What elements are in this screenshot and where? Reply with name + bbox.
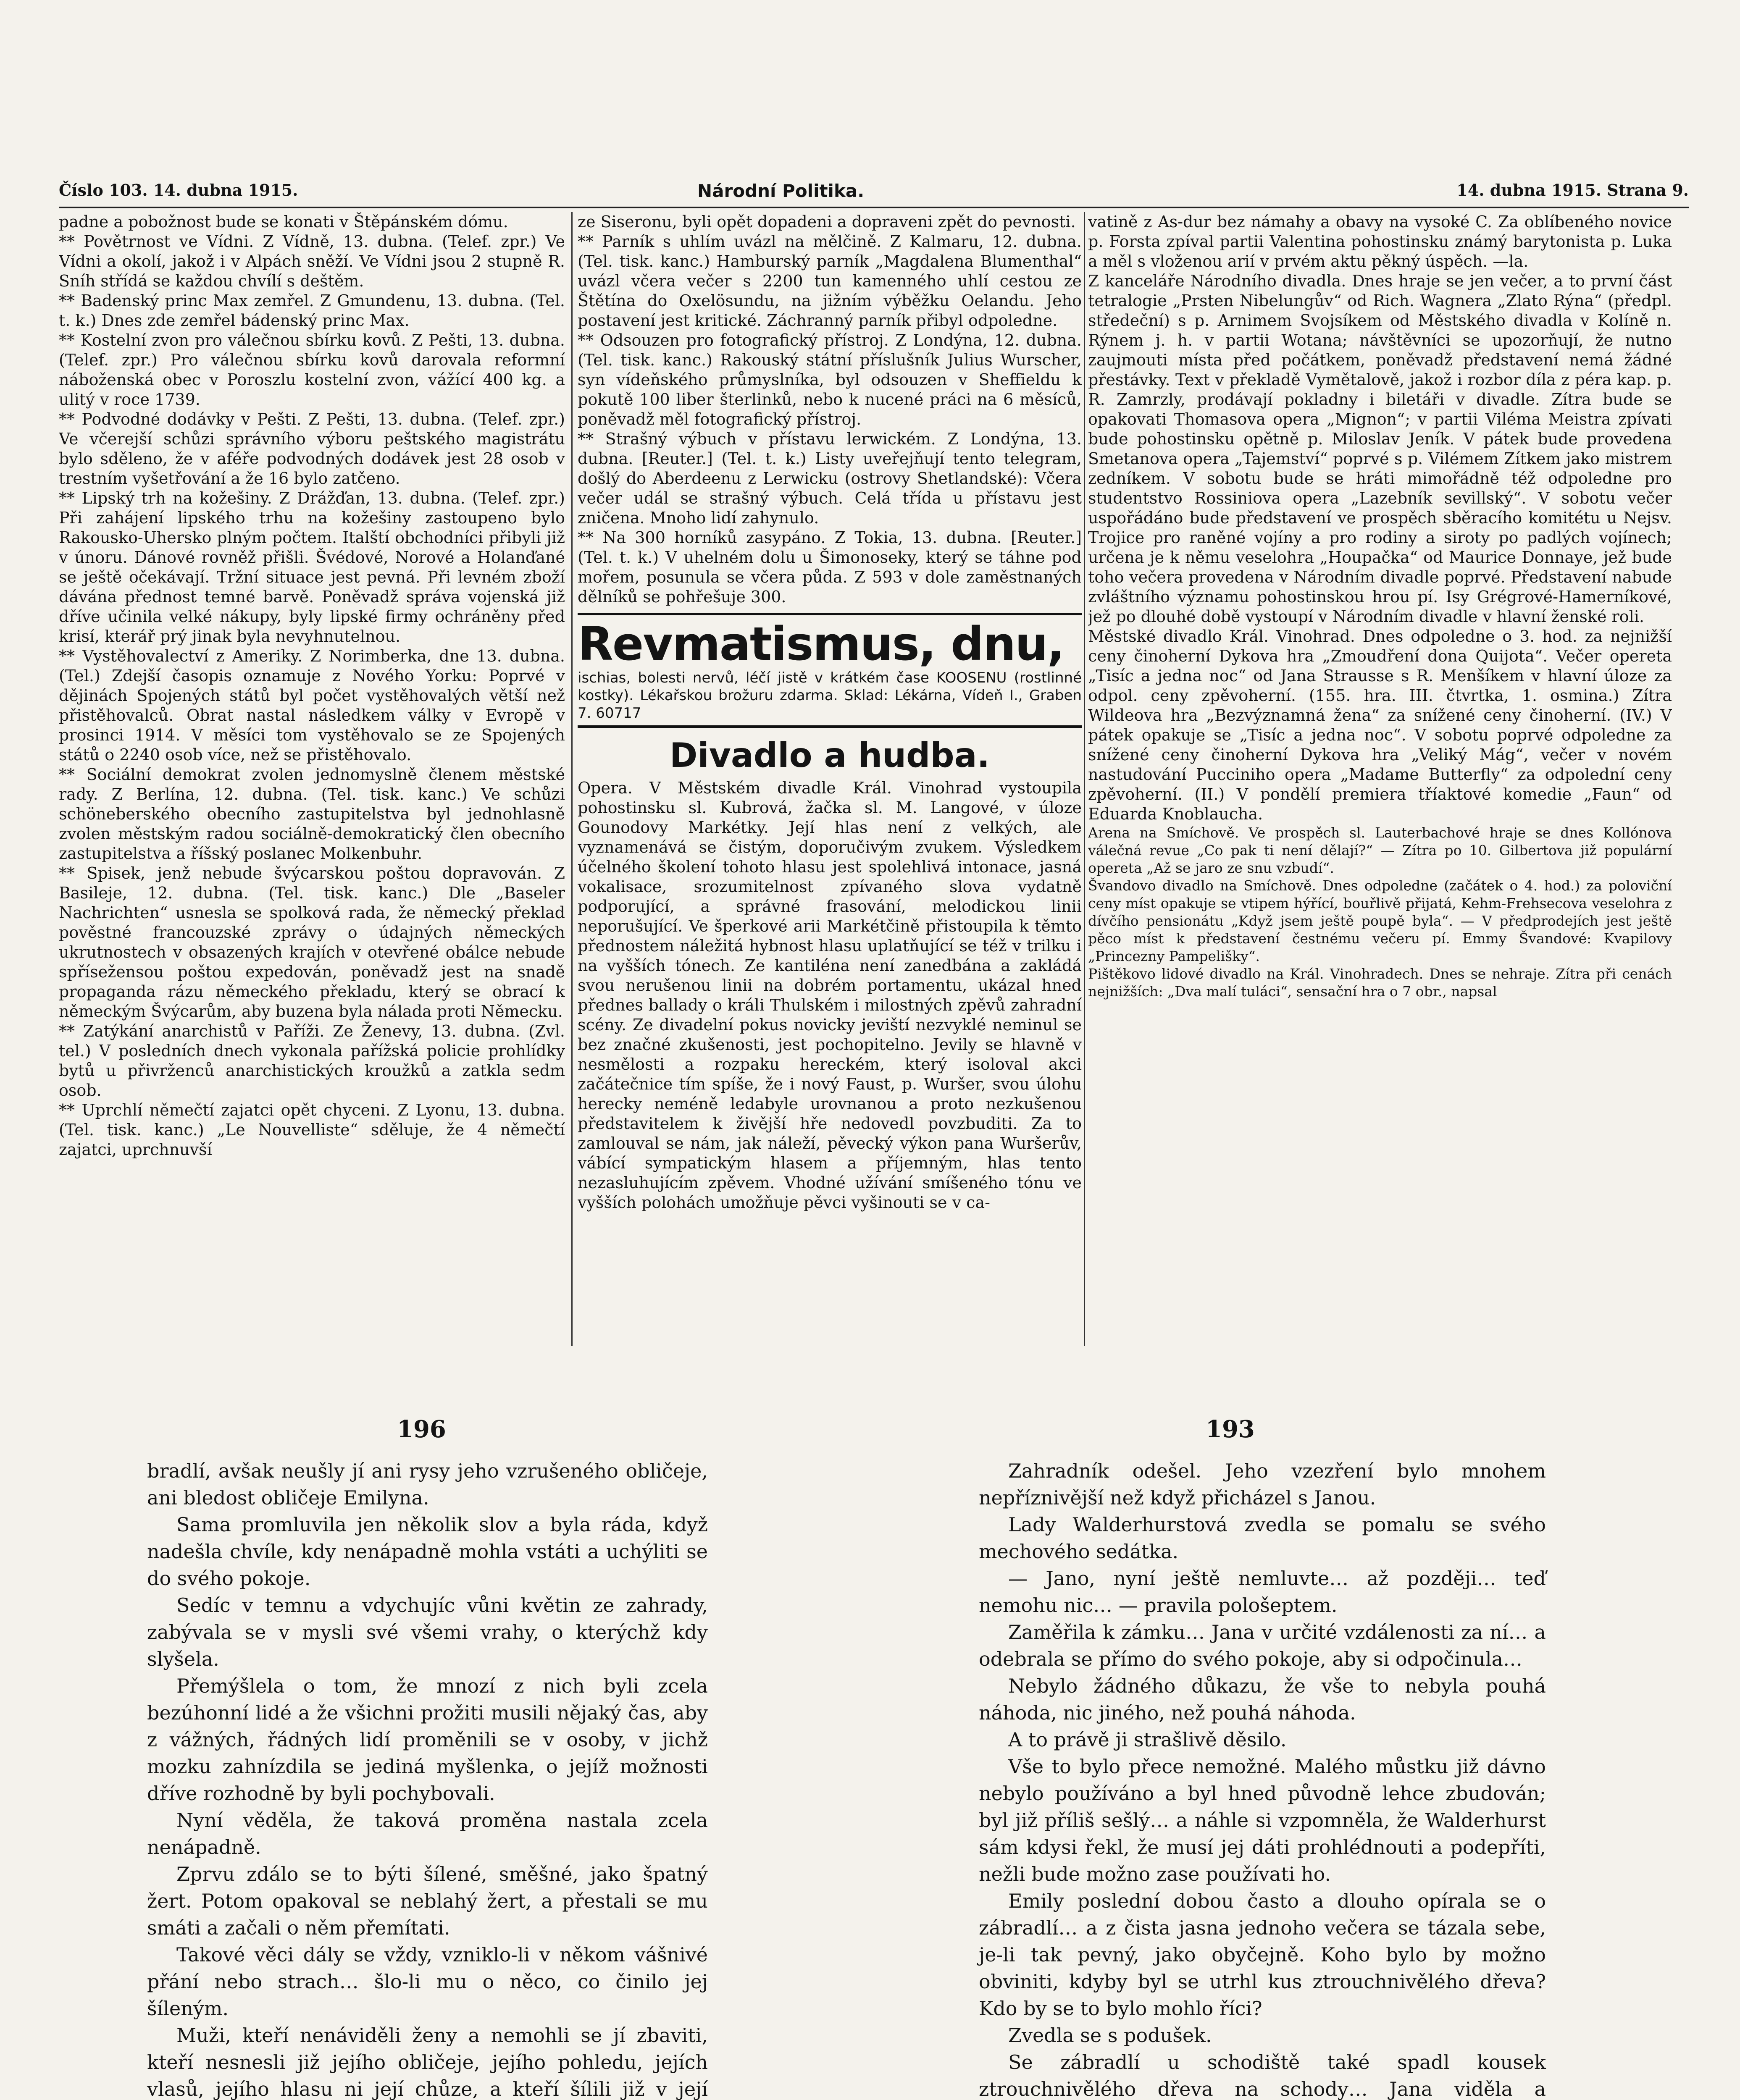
book-left-para: Takové věci dály se vždy, vzniklo-li v někom vášnivé přání nebo strach… šlo-li mu o něco, co činilo jej šíleným. [147,1943,708,2020]
article-7: ** Vystěhovalectví z Ameriky. Z Norimberka, dne 13. dubna. (Tel.) Zdejší časopis oznamuje z Nového Yorku: Poprvé v dějinách Spojených států byl počet vystěhovalých větší než přistěhovalců. Obrat nastal následkem války v Evropě v prosinci 1914. V měsíci tom vystěhovalo se ze Spojených států o 2240 osob více, než se přistěhovalo. [59,647,565,764]
column-1 [59,212,565,1363]
book-page-right [979,1457,1546,2100]
book-right-para: Zvedla se s podušek. [1008,2024,1212,2047]
article-2: ** Povětrnost ve Vídni. Z Vídně, 13. dubna. (Telef. zpr.) Ve Vídni a okolí, jakož i v Alpách sněží. Ve Vídni jsou 2 stupně R. Sníh střídá se každou chvílí s deštěm. [59,232,565,290]
article-8: ** Sociální demokrat zvolen jednomyslně členem městské rady. Z Berlína, 12. dubna. (Tel. tisk. kanc.) Ve schůzi schöneberského obecního zastupitelstva byl jednohlasně zvolen městským radou sociálně-demokratický člen obecního zastupitelstva a říšský poslanec Molkenbuhr. [59,765,565,863]
book-left-para: bradlí, avšak neušly jí ani rysy jeho vzrušeného obličeje, ani bledost obličeje Emilyna. [147,1460,708,1509]
column-2 [578,212,1082,1363]
opera-review: Opera. V Městském divadle Král. Vinohrad vystoupila pohostinsku sl. Kubrová, žačka sl. M. Langové, v úloze Gounodovy Markétky. Její hlas není z velkých, ale vyznamenává se čistým, doporučivým zvukem. Výsledkem účelného školení tohoto hlasu jest spolehlivá intonace, jasná vokalisace, srozumitelnost zpívaného slova vydatně podporující, a správné frasování, melodickou linii neporušující. Ve šperkové arii Markétčině přistoupila k těmto přednostem náležitá hybnost hlasu uplatňující se též v trilku i na vyšších tónech. Ze kantiléna není zanedbána a zakládá svou nerušenou linii na dobrém portamentu, ukázal hned přednes ballady o králi Thulském i milostných zpěvů zahradní scény. Ze divadelní pokus novicky jeviští nezvyklé neminul se bez značné zkušenosti, jest pochopitelno. Jevily se hlavně v nesmělosti a rozpaku hereckém, který isoloval akci začátečnice tím spíše, že i nový Faust, p. Wuršer, svou úlohu herecky neméně ledabyle urovnanou a proto nezkušenou představitelem k živější hře nedovedl povzbuditi. Za to zamlouval se nám, jak náleží, pěvecký výkon pana Wuršerův, vábící sympatickým hlasem a příjemným, hlas tento nezasluhujícím zpěvem. Vhodné užívání smíšeného tónu ve vyšších polohách umožňuje pěvci vyšinouti se v ca- [578,779,1082,1212]
article-6: ** Lipský trh na kožešiny. Z Drážďan, 13. dubna. (Telef. zpr.) Při zahájení lipského trhu na kožešiny zastoupeno bylo Rakousko-Uhersko plným počtem. Italští obchodníci přibyli již v únoru. Dánové rovněž přišli. Švédové, Norové a Holanďané se ještě očekávají. Tržní situace jest pevná. Při levném zboží dávána přednost temné barvě. Poněvadž správa vojenská již dříve učinila velké nákupy, byly lipské firmy ochráněny před krisí, kterář prý jinak byla nevyhnutelnou. [59,489,565,646]
header-rule [59,207,1689,208]
book-right-para: Zahradník odešel. Jeho vzezření bylo mnohem nepříznivější než když přicházel s Janou. [979,1460,1546,1509]
header-issue: Číslo 103. 14. dubna 1915. [59,181,298,200]
article-21: Švandovo divadlo na Smíchově. Dnes odpoledne (začátek o 4. hod.) za poloviční ceny míst opakuje se vtipem hýřící, bouřlivě přijatá, Kehm-Frehsecova veselohra z dívčího pensionátu „Když jsem ještě poupě byla“. — V předprodejích jest ještě pěco míst k představení čestnému večeru pí. Emmy Švandové: Kvapilovy „Princezny Pampelišky“. [1088,877,1672,964]
article-10: ** Zatýkání anarchistů v Paříži. Ze Ženevy, 13. dubna. (Zvl. tel.) V posledních dnech vykonala pařížská policie prohlídky bytů u přivrženců anarchistických kroužků a zatkla sedm osob. [59,1022,565,1100]
article-22: Pištěkovo lidové divadlo na Král. Vinohradech. Dnes se nehraje. Zítra při cenách nejnižších: „Dva malí tuláci“, sensační hra o 7 obr., napsal [1088,966,1672,1000]
article-18: Z kanceláře Národního divadla. Dnes hraje se jen večer, a to první část tetralogie „Prsten Nibelungův“ od Rich. Wagnera „Zlato Rýna“ (předpl. středeční) s p. Arnimem Svojsíkem od Městského divadla v Kolíně n. Rýnem j. h. v partii Wotana; návštěvníci se upozorňují, že nutno zaujmouti místa před počátkem, poněvadž představení nemá žádné přestávky. Text v překladě Vymětalově, jakož i rozbor díla z péra kap. p. R. Zamrzly, prodávají pokladny i biletáři v divadle. Zítra bude se opakovati Thomasova opera „Mignon“; v partii Viléma Meistra zpívati bude pohostinsku opětně p. Miloslav Jeník. V pátek bude provedena Smetanova opera „Tajemství“ poprvé s p. Vilémem Zítkem jako mistrem zedníkem. V sobotu bude se hráti mimořádně též odpoledne pro studentstvo Rossiniova opera „Lazebník sevillský“. V sobotu večer uspořádáno bude představení ve prospěch sběracího komitétu u Nejsv. Trojice pro raněné vojíny a pro rodiny a siroty po padlých vojínech; určena je k němu veselohra „Houpačka“ od Maurice Donnaye, jež bude toho večera provedena v Národním divadle poprvé. Představení nabude zvláštního významu pohostinskou hrou pí. Isy Grégrové-Hamerníkové, jež po dlouhé době vystoupí v Národním divadle v hlavní ženské roli. [1088,272,1672,626]
article-16: ** Na 300 horníků zasypáno. Z Tokia, 13. dubna. [Reuter.] (Tel. t. k.) V uhelném dolu u Šimonoseky, který se táhne pod mořem, posunula se včera půda. Z 593 v dole zaměstnaných dělníků se pohřešuje 300. [578,528,1082,606]
book-right-para: A to právě ji strašlivě děsilo. [1008,1728,1287,1751]
ad-text: ischias, bolesti nervů, léčí jistě v krátkém čase KOOSENU (rostlinné kostky). Lékařskou brožuru zdarma. Sklad: Lékárna, Vídeň I., Graben 7. 60717 [578,669,1082,722]
book-page-number-right: 193 [1206,1415,1255,1443]
book-right-para: Lady Walderhurstová zvedla se pomalu se svého mechového sedátka. [979,1513,1546,1563]
book-left-para: Muži, kteří nenáviděli ženy a nemohli se jí zbaviti, kteří nesnesli již jejího obličeje, jejího pohledu, jejích vlasů, jejího hlasu ni její chůze, a kteří šílili již v její [147,2024,708,2100]
book-left-para: Přemýšlela o tom, že mnozí z nich byli zcela bezúhonní lidé a že všichni prožiti musili nějaký čas, aby z vážných, řádných lidí proměnili se v osoby, v jichž mozku zahnízdila se jediná myšlenka, o jejíž možnosti dříve rozhodně by byli pochybovali. [147,1675,708,1805]
article-13: ** Parník s uhlím uvázl na mělčině. Z Kalmaru, 12. dubna. (Tel. tisk. kanc.) Hamburský parník „Magdalena Blumenthal“ uvázl včera večer s 2200 tun kamenného uhlí cestou ze Štětína do Oxelösundu, na jižním výběžku Oelandu. Jeho postavení jest kritické. Záchranný parník přibyl odpoledne. [578,232,1082,330]
header-page: 14. dubna 1915. Strana 9. [1456,181,1689,200]
article-4: ** Kostelní zvon pro válečnou sbírku kovů. Z Pešti, 13. dubna. (Telef. zpr.) Pro válečnou sbírku kovů darovala reformní náboženská obec v Poroszlu kostelní zvon, vážící 400 kg. a ulitý v roce 1739. [59,331,565,409]
book-page-number-left: 196 [397,1415,446,1443]
article-12: ze Siseronu, byli opět dopadeni a dopraveni zpět do pevnosti. [578,213,1076,231]
book-left-para: Sedíc v temnu a vdychujíc vůni květin ze zahrady, zabývala se v mysli své všemi vrahy, o kterýchž kdy slyšela. [147,1594,708,1670]
book-right-para: Se zábradlí u schodiště také spadl kousek ztrouchnivělého dřeva na schody… Jana viděla a [979,2051,1546,2100]
book-left-para: Sama promluvila jen několik slov a byla ráda, když nadešla chvíle, kdy nenápadně mohla vstáti a uchýliti se do svého pokoje. [147,1513,708,1590]
book-left-para: Zprvu zdálo se to býti šílené, směšné, jako špatný žert. Potom opakoval se neblahý žert, a přestali se mu smáti a začali o něm přemítati. [147,1863,708,1939]
book-left-para: Nyní věděla, že taková proměna nastala zcela nenápadně. [147,1809,708,1858]
book-right-para: Nebylo žádného důkazu, že vše to nebyla pouhá náhoda, nic jiného, než pouhá náhoda. [979,1675,1546,1724]
article-15: ** Strašný výbuch v přístavu lerwickém. Z Londýna, 13. dubna. [Reuter.] (Tel. t. k.) Listy uveřejňují tento telegram, došlý do Aberdeenu z Lerwicku (ostrovy Shetlandské): Včera večer udál se strašný výbuch. Celá třída u přístavu jest zničena. Mnoho lidí zahynulo. [578,430,1082,527]
book-right-para: Zaměřila k zámku… Jana v určité vzdálenosti za ní… a odebrala se přímo do svého pokoje, aby si odpočinula… [979,1621,1546,1670]
book-right-para: — Jano, nyní ještě nemluvte… až později… teď nemohu nic… — pravila pološeptem. [979,1567,1546,1617]
header-masthead: Národní Politika. [697,181,865,201]
section-title: Divadlo a hudba. [669,736,990,775]
column-separator [571,212,573,1346]
article-1: padne a pobožnost bude se konati v Štěpánském dómu. [59,213,508,231]
column-separator [1084,212,1085,1346]
ad-title: Revmatismus, dnu, [578,617,1064,671]
advertisement [578,613,1082,728]
page-header [59,181,1689,206]
article-20: Arena na Smíchově. Ve prospěch sl. Lauterbachové hraje se dnes Kollónova válečná revue „Co pak ti není dělají?“ — Zítra po 10. Gilbertova již populární opereta „Až se jaro ze snu vzbudí“. [1088,824,1672,876]
article-17: vatině z As-dur bez námahy a obavy na vysoké C. Za oblíbeného novice p. Forsta zpíval partii Valentina pohostinsku známý barytonista p. Luka a měl s vloženou arií v prvém aktu pěkný úspěch. —la. [1088,213,1672,270]
book-right-para: Vše to bylo přece nemožné. Malého můstku již dávno nebylo používáno a byl hned původně lehce zbudován; byl již příliš sešlý… a náhle si vzpomněla, že Walderhurst sám kdysi řekl, že musí jej dáti prohlédnouti a podepříti, nežli bude možno zase používati ho. [979,1755,1546,1885]
article-19: Městské divadlo Král. Vinohrad. Dnes odpoledne o 3. hod. za nejnižší ceny činoherní Dykova hra „Zmoudření dona Quijota“. Večer opereta „Tisíc a jedna noc“ od Jana Strausse s R. Menšíkem v hlavní úloze za odpol. ceny zpěvoherní. (155. hra. III. čtvrtka, 1. osmina.) Zítra Wildeova hra „Bezvýznamná žena“ za snížené ceny činoherní. (IV.) V pátek opakuje se „Tisíc a jedna noc“. V sobotu poprvé odpoledne za snížené ceny činoherní Dykova hra „Veliký Mág“, večer v novém nastudování Pucciniho opera „Madame Butterfly“ za odpolední ceny zpěvoherní. (II.) V pondělí premiera tříaktové komedie „Faun“ od Eduarda Knoblaucha. [1088,627,1672,823]
article-9: ** Spisek, jenž nebude švýcarskou poštou dopravován. Z Basileje, 12. dubna. (Tel. tisk. kanc.) Dle „Baseler Nachrichten“ usnesla se spolková rada, že německý překlad pověstné francouzské zprávy o údajných německých ukrutnostech v obsazených krajích v otevřené obálce nebude spřísežensou poštou expedován, poněvadž jest na snadě propaganda rázu německého překladu, který se obrací k německým Švýcarům, aby buzena byla nálada proti Německu. [59,864,565,1021]
book-right-para: Emily poslední dobou často a dlouho opírala se o zábradlí… a z čista jasna jednoho večera se tázala sebe, je-li tak pevný, jako obyčejně. Koho bylo by možno obviniti, kdyby byl se utrhl kus ztrouchnivělého dřeva? Kdo by se to bylo mohlo říci? [979,1890,1546,2020]
article-5: ** Podvodné dodávky v Pešti. Z Pešti, 13. dubna. (Telef. zpr.) Ve včerejší schůzi správního výboru peštského magistrátu bylo sděleno, že v aféře podvodných dodávek jest 28 osob v trestním vyšetřování a že 16 bylo zatčeno. [59,410,565,488]
column-3 [1088,212,1672,1363]
article-14: ** Odsouzen pro fotografický přístroj. Z Londýna, 12. dubna. (Tel. tisk. kanc.) Rakouský státní příslušník Julius Wurscher, syn vídeňského průmyslníka, byl odsouzen v Sheffieldu k pokutě 100 liber šterlinků, nebo k nucené práci na 6 měsíců, poněvadž měl fotografický přístroj. [578,331,1082,428]
article-11: ** Uprchlí němečtí zajatci opět chyceni. Z Lyonu, 13. dubna. (Tel. tisk. kanc.) „Le Nouvelliste“ sděluje, že 4 němečtí zajatci, uprchnuvší [59,1101,565,1159]
book-page-left [147,1457,708,2100]
article-3: ** Badenský princ Max zemřel. Z Gmundenu, 13. dubna. (Tel. t. k.) Dnes zde zemřel bádenský princ Max. [59,291,565,330]
